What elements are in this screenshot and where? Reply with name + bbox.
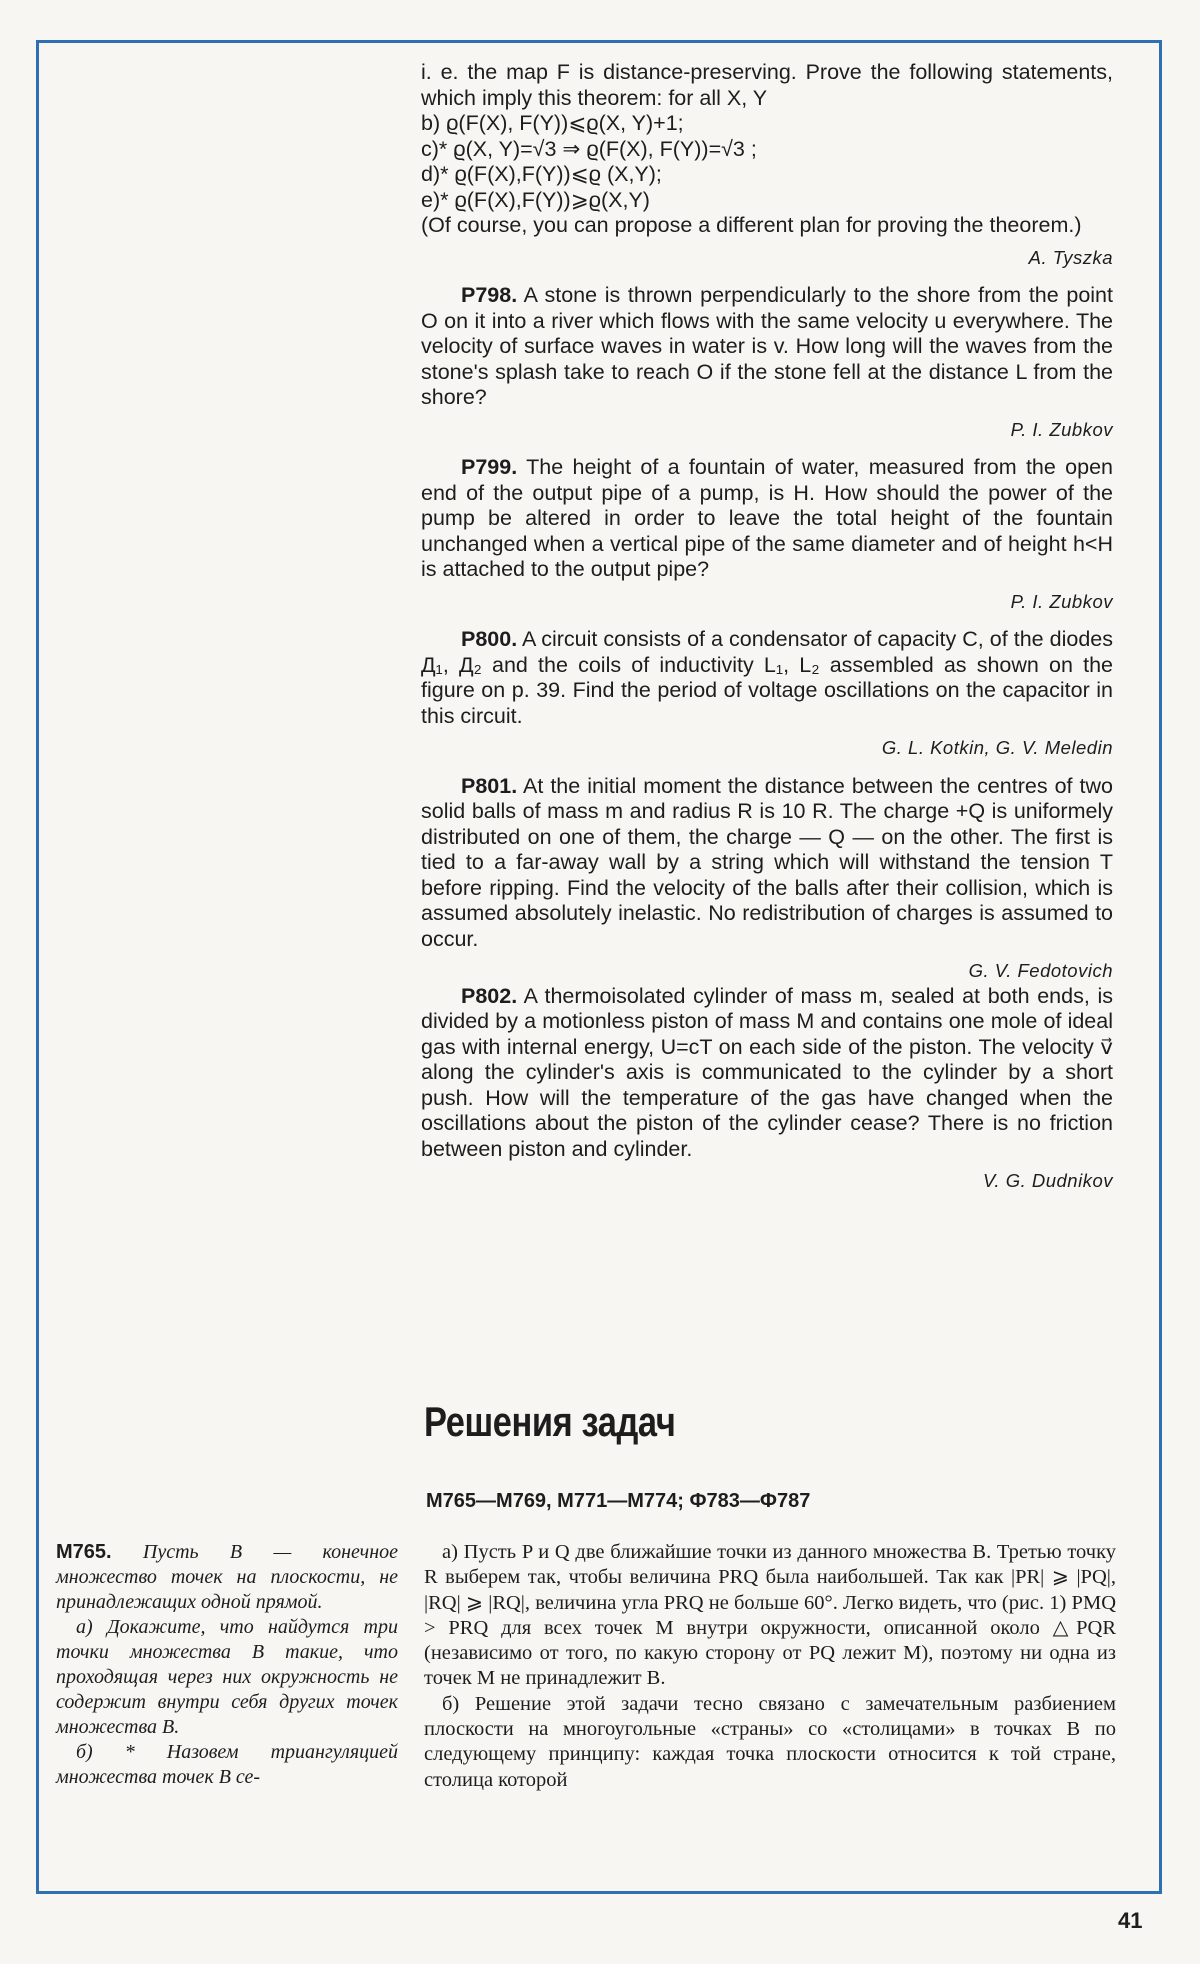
problem-p801 — [421, 774, 1113, 953]
sidenote-intro — [56, 1540, 398, 1615]
sidenote-part-b: б) * Назовем триангуляцией множества точек B се- — [56, 1741, 398, 1788]
statement-c: c)* ϱ(X, Y)=√3 ⇒ ϱ(F(X), F(Y))=√3 ; — [421, 136, 757, 161]
problem-text: The height of a fountain of water, measured from the open end of the output pipe of a pump, is H. How should the power of the pump be altered in order to leave the total height of the fountain unchanged when a vertical pipe of the same diameter and of height h<H is attached to the output pipe? — [421, 455, 1113, 581]
sidenote-m765 — [56, 1540, 398, 1790]
sidenote-part-a: а) Докажите, что найдутся три точки множества B такие, что проходящая через них окружность не содержит внутри себя других точек множества B. — [56, 1616, 398, 1738]
page-number: 41 — [1118, 1908, 1143, 1933]
problem-id: P802. — [461, 983, 518, 1008]
problem-author: V. G. Dudnikov — [982, 1170, 1113, 1191]
problem-author: P. I. Zubkov — [1010, 590, 1113, 612]
solution-part-a: а) Пусть P и Q две ближайшие точки из данного множества B. Третью точку R выберем так, чтобы величина PRQ была наибольшей. Так как |PR| ⩾ |PQ|, |RQ| ⩾ |RQ|, величина угла PRQ не больше 60°. Легко видеть, что (рис. 1) PMQ > PRQ для всех точек M внутри окружности, описанной около △PQR (независимо от того, по какую сторону от PQ лежит M), поэтому ни одна из точек M не принадлежит B. — [424, 1541, 1116, 1690]
section-subtitle: M765—M769, M771—M774; Ф783—Ф787 — [426, 1490, 811, 1512]
sidenote-text: Пусть B — конечное множество точек на плоскости, не принадлежащих одной прямой. — [56, 1541, 398, 1613]
problems-column — [421, 60, 1113, 1207]
problem-author: G. L. Kotkin, G. V. Meledin — [881, 737, 1113, 758]
statement-d: d)* ϱ(F(X),F(Y))⩽ϱ (X,Y); — [421, 162, 662, 186]
solution-part-b: б) Решение этой задачи тесно связано с замечательным разбиением плоскости на многоугольные «страны» со «столицами» в точках B по следующему принципу: каждая точка плоскости относится к той стране, столица которой — [424, 1692, 1116, 1791]
problem-p798 — [421, 283, 1113, 411]
problem-text: At the initial moment the distance between the centres of two solid balls of mass m and radius R is 10 R. The charge +Q is uniformely distributed on one of them, the charge — Q — on the other. The first is tied to a far-away wall by a string which will withstand the tension T before ripping. Find the velocity of the balls after their collision, which is assumed absolutely inelastic. No redistribution of charges is assumed to occur. — [421, 773, 1113, 951]
problem-text: A circuit consists of a condensator of capacity C, of the diodes Д₁, Д₂ and the coils of inductivity L₁, L₂ assembled as shown on the figure on p. 39. Find the period of voltage oscillations on the capacitor in this circuit. — [421, 627, 1113, 728]
solution-m765 — [424, 1540, 1116, 1793]
section-title: Решения задач — [424, 1398, 676, 1445]
problem-id: P798. — [461, 283, 518, 307]
problem-text: A stone is thrown perpendicularly to the shore from the point O on it into a river which flows with the same velocity u everywhere. The velocity of surface waves in water is v. How long will the waves from the stone's splash take to reach O if the stone fell at the distance L from the shore? — [421, 283, 1113, 409]
problem-id: P800. — [461, 627, 518, 651]
problem-text: A thermoisolated cylinder of mass m, sealed at both ends, is divided by a motionless piston of mass M and contains one mole of ideal gas with internal energy, U=cT on each side of the piston. The velocity v⃗ along the cylinder's axis is communicated to the cylinder by a short push. How will the temperature of the gas have changed when the oscillations about the piston of the cylinder cease? There is no friction between piston and cylinder. — [421, 983, 1113, 1161]
problem-p800 — [421, 627, 1113, 729]
intro-text: i. e. the map F is distance-preserving. Prove the following statements, which imply this theorem: for all X, Y — [421, 60, 1113, 110]
problem-author: G. V. Fedotovich — [968, 960, 1113, 981]
intro-note: (Of course, you can propose a different plan for proving the theorem.) — [421, 213, 1082, 237]
problem-id: P799. — [461, 455, 518, 479]
problem-p802 — [421, 984, 1113, 1163]
statement-e: e)* ϱ(F(X),F(Y))⩾ϱ(X,Y) — [421, 187, 650, 212]
problem-author: P. I. Zubkov — [1010, 418, 1113, 440]
problem-id: P801. — [461, 773, 518, 798]
sidenote-label: M765. — [56, 1541, 112, 1563]
author-tyszka: A. Tyszka — [1028, 246, 1113, 268]
problem-p799 — [421, 455, 1113, 583]
statement-b: b) ϱ(F(X), F(Y))⩽ϱ(X, Y)+1; — [421, 111, 684, 135]
